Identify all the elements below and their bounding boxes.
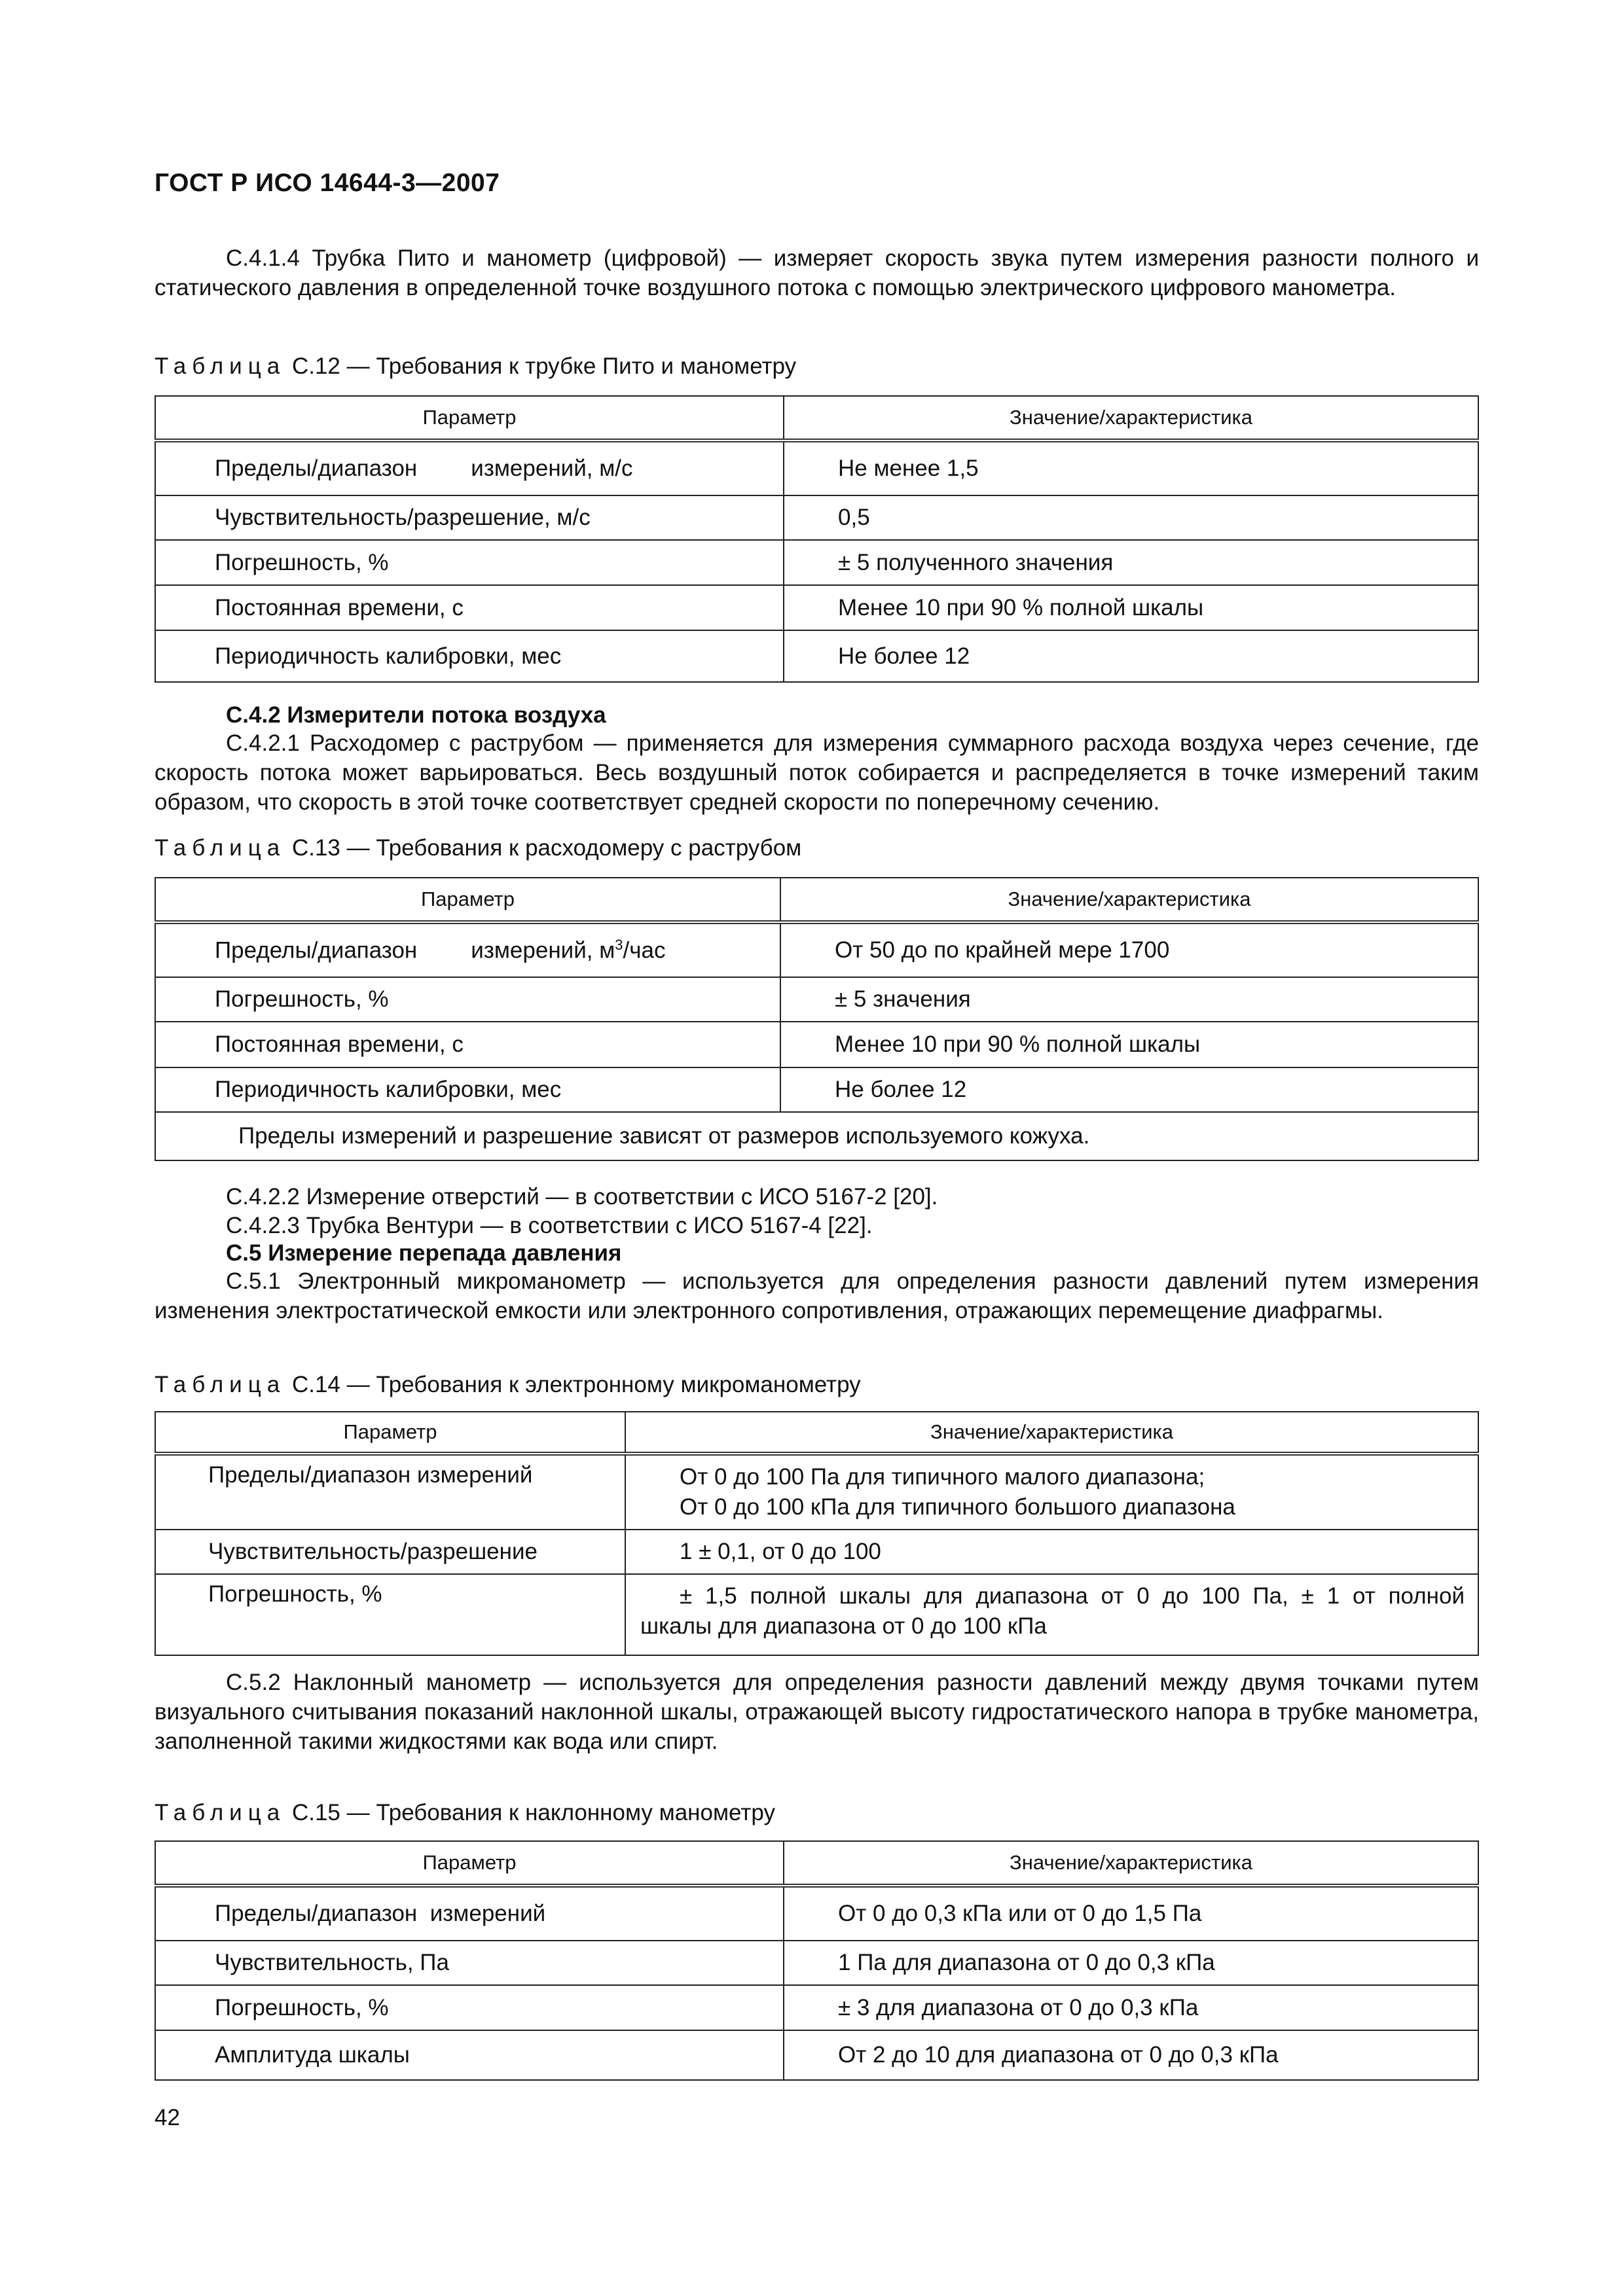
value-cell: Не более 12 (838, 643, 970, 669)
table-row (155, 1067, 1478, 1112)
table-12-title: С.12 — Требования к трубке Пито и манометру (291, 353, 797, 379)
table-15-caption (155, 1800, 775, 1826)
param-cell: Погрешность, % (215, 549, 389, 575)
paragraph-c51: С.5.1 Электронный микроманометр — используется для определения разности давлений путем измерения изменения электростатической емкости или электронного сопротивления, отражающих перемещение диафрагмы. (155, 1268, 1479, 1323)
param-cell: Периодичность калибровки, мес (215, 1077, 562, 1102)
value-cell: Менее 10 при 90 % полной шкалы (835, 1031, 1201, 1057)
value-cell: 1 ± 0,1, от 0 до 100 (680, 1539, 881, 1564)
table-header-row (155, 878, 1478, 922)
param-cell: Амплитуда шкалы (215, 2042, 410, 2068)
table-15-title: С.15 — Требования к наклонному манометру (291, 1800, 775, 1825)
value-cell: От 0 до 0,3 кПа или от 0 до 1,5 Па (838, 1901, 1202, 1926)
value-cell: 0,5 (838, 505, 870, 530)
paragraph-c421: С.4.2.1 Расходомер с раструбом — применяется для измерения суммарного расхода воздуха через сечение, где скорость потока может варьироваться. Весь воздушный поток собирается и распределяется в точке измерений таким образом, что скорость в этой точке соответствует средней скорости по поперечному сечению. (155, 730, 1479, 815)
table-14-title: С.14 — Требования к электронному микроманометру (291, 1372, 861, 1397)
value-line: От 0 до 100 кПа для типичного большого диапазона (680, 1494, 1235, 1520)
paragraph-c423: С.4.2.3 Трубка Вентури — в соответствии с ИСО 5167-4 [22]. (226, 1213, 873, 1238)
table-row (155, 977, 1478, 1022)
table-row (155, 1574, 1478, 1655)
header-value: Значение/характеристика (784, 1841, 1478, 1886)
table-row (155, 922, 1478, 977)
value-line: шкалы для диапазона от 0 до 100 кПа (640, 1613, 1047, 1639)
paragraph-c422: С.4.2.2 Измерение отверстий — в соответствии с ИСО 5167-2 [20]. (226, 1184, 938, 1210)
param-cell: Погрешность, % (215, 986, 389, 1012)
table-13-title: С.13 — Требования к расходомеру с раструбом (291, 835, 802, 861)
param-cell: измерений, м/с (471, 456, 633, 481)
value-cell: От 2 до 10 для диапазона от 0 до 0,3 кПа (838, 2042, 1279, 2068)
header-parameter: Параметр (155, 396, 784, 440)
table-header-row (155, 396, 1478, 440)
table-row (155, 1886, 1478, 1941)
param-cell: Чувствительность/разрешение (208, 1539, 538, 1564)
table-header-row (155, 1412, 1478, 1454)
paragraph-c52: С.5.2 Наклонный манометр — используется для определения разности давлений между двумя точками путем визуального считывания показаний наклонной шкалы, отражающей высоту гидростатического напора в трубке манометра, заполненной такими жидкостями как вода или спирт. (155, 1670, 1479, 1754)
standard-title: ГОСТ Р ИСО 14644-3—2007 (155, 169, 500, 197)
value-cell: Не более 12 (835, 1077, 967, 1102)
value-line: ± 1,5 полной шкалы для диапазона от 0 до 100 Па, ± 1 от полной (680, 1583, 1465, 1609)
param-cell: Пределы/диапазон (215, 456, 418, 481)
table-15 (155, 1840, 1479, 2081)
table-label: Таблица (155, 1372, 286, 1397)
table-13-caption (155, 835, 801, 861)
value-cell: Не менее 1,5 (838, 456, 979, 481)
value-cell: Менее 10 при 90 % полной шкалы (838, 594, 1204, 620)
table-label: Таблица (155, 353, 286, 379)
table-row (155, 1454, 1478, 1530)
table-14 (155, 1411, 1479, 1656)
param-cell: Чувствительность, Па (215, 1950, 449, 1975)
table-note: Пределы измерений и разрешение зависят от размеров используемого кожуха. (238, 1123, 1090, 1149)
paragraph-c414: С.4.1.4 Трубка Пито и манометр (цифровой) — измеряет скорость звука путем измерения разности полного и статического давления в определенной точке воздушного потока с помощью электрического цифрового манометра. (155, 245, 1479, 300)
table-header-row (155, 1841, 1478, 1886)
page-number: 42 (155, 2105, 180, 2130)
param-cell: Пределы/диапазон (215, 937, 418, 963)
param-cell: Погрешность, % (215, 1994, 389, 2020)
value-cell: 1 Па для диапазона от 0 до 0,3 кПа (838, 1950, 1215, 1975)
header-parameter: Параметр (155, 1841, 784, 1886)
table-12 (155, 395, 1479, 683)
param-cell: Чувствительность/разрешение, м/с (215, 505, 591, 530)
header-parameter: Параметр (155, 878, 780, 922)
param-cell: Пределы/диапазон измерений (215, 1901, 546, 1926)
value-cell: ± 5 полученного значения (838, 549, 1114, 575)
table-row (155, 1022, 1478, 1067)
superscript: 3 (615, 937, 623, 954)
table-note-row (155, 1112, 1478, 1160)
table-row (155, 440, 1478, 495)
value-cell: От 50 до по крайней мере 1700 (835, 937, 1170, 963)
value-cell: ± 5 значения (835, 986, 971, 1012)
param-cell: Пределы/диапазон измерений (208, 1462, 533, 1488)
header-value: Значение/характеристика (780, 878, 1478, 922)
table-row (155, 2030, 1478, 2080)
param-cell: Погрешность, % (208, 1581, 382, 1607)
param-cell: Периодичность калибровки, мес (215, 643, 562, 669)
header-value: Значение/характеристика (784, 396, 1478, 440)
section-c5-heading: С.5 Измерение перепада давления (226, 1240, 622, 1266)
table-13 (155, 877, 1479, 1161)
header-value: Значение/характеристика (625, 1412, 1478, 1454)
table-row (155, 630, 1478, 682)
table-14-caption (155, 1372, 861, 1398)
section-c42-heading: С.4.2 Измерители потока воздуха (226, 702, 606, 728)
table-row (155, 1985, 1478, 2030)
param-cell: Постоянная времени, с (215, 1031, 464, 1057)
header-parameter: Параметр (155, 1412, 625, 1454)
table-row (155, 1530, 1478, 1574)
table-row (155, 540, 1478, 585)
table-row (155, 1941, 1478, 1985)
table-12-caption (155, 353, 796, 380)
value-cell: ± 3 для диапазона от 0 до 0,3 кПа (838, 1994, 1199, 2020)
table-label: Таблица (155, 1800, 286, 1825)
table-label: Таблица (155, 835, 286, 861)
value-line: От 0 до 100 Па для типичного малого диапазона; (680, 1464, 1205, 1490)
param-cell: /час (623, 937, 666, 963)
table-row (155, 495, 1478, 540)
table-row (155, 585, 1478, 630)
param-cell: Постоянная времени, с (215, 594, 464, 620)
param-cell: измерений, м (471, 937, 615, 963)
